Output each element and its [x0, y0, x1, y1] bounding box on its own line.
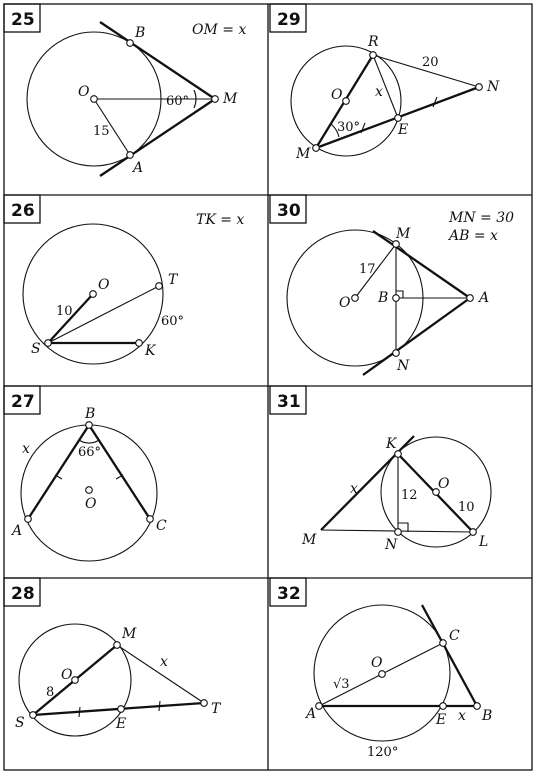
point-t [156, 283, 163, 290]
angle-value: 30° [337, 120, 361, 135]
problem-number: 28 [11, 584, 35, 604]
rn-value: 20 [422, 55, 439, 70]
problem-number: 27 [11, 392, 35, 412]
tick-et [159, 701, 160, 711]
label-x: x [350, 481, 358, 497]
problem-condition: OM = x [192, 22, 247, 38]
label-b: B [482, 708, 493, 724]
label-c: C [449, 628, 460, 644]
angle-value: 66° [78, 445, 102, 460]
label-t: T [168, 272, 178, 288]
tangent-line-an [363, 298, 470, 375]
point-o [86, 487, 93, 494]
point-b [393, 295, 400, 302]
problem-number: 32 [277, 584, 301, 604]
point-a [127, 152, 134, 159]
label-m: M [396, 226, 411, 242]
label-n: N [385, 537, 398, 553]
chord-bc [89, 425, 150, 519]
kn-value: 12 [401, 488, 418, 503]
point-n [395, 529, 402, 536]
radius-value: 17 [359, 262, 376, 277]
label-m: M [122, 626, 137, 642]
label-a: A [306, 706, 317, 722]
label-e: E [116, 716, 127, 732]
label-a: A [479, 290, 490, 306]
problem-number: 25 [11, 10, 35, 30]
point-c [440, 640, 447, 647]
label-t: T [211, 701, 221, 717]
chord-ba [28, 425, 89, 519]
tangent-line-ma [100, 99, 215, 176]
label-m: M [223, 91, 238, 107]
label-n: N [397, 358, 410, 374]
point-e [118, 706, 125, 713]
label-x: x [375, 84, 383, 100]
label-k: K [145, 343, 156, 359]
ao-value: √3 [333, 677, 350, 692]
problem-25 [4, 4, 246, 176]
label-r: R [368, 34, 379, 50]
problem-condition: TK = x [196, 212, 245, 228]
point-m [313, 145, 320, 152]
point-m [212, 96, 219, 103]
label-k: K [386, 436, 397, 452]
problem-27 [4, 386, 167, 561]
label-o: O [98, 277, 110, 293]
point-o [91, 96, 98, 103]
label-x: x [22, 441, 30, 457]
problem-31 [270, 386, 491, 553]
label-x: x [160, 654, 168, 670]
point-o [379, 671, 386, 678]
problem-number: 29 [277, 10, 301, 30]
point-e [440, 703, 447, 710]
label-o: O [61, 667, 73, 683]
ol-value: 10 [458, 500, 475, 515]
angle-arc [79, 440, 99, 443]
point-o [352, 295, 359, 302]
label-o: O [438, 476, 450, 492]
label-o: O [371, 655, 383, 671]
label-x: x [458, 708, 466, 724]
label-e: E [436, 712, 447, 728]
arc-value: 60° [161, 314, 185, 329]
problem-condition-mn: MN = 30 [449, 210, 515, 226]
sheet-frame [4, 4, 532, 770]
label-o: O [339, 295, 351, 311]
point-e [395, 115, 402, 122]
label-o: O [78, 84, 90, 100]
point-a [25, 516, 32, 523]
label-e: E [398, 122, 409, 138]
point-o [90, 291, 97, 298]
radius-value: 10 [56, 304, 73, 319]
point-o [343, 98, 350, 105]
label-n: N [487, 79, 500, 95]
problem-number: 30 [277, 201, 301, 221]
point-r [370, 52, 377, 59]
tangent-line-cb [422, 605, 477, 706]
point-a [467, 295, 474, 302]
label-l: L [479, 534, 489, 550]
radius-value: 15 [93, 124, 110, 139]
label-b: B [378, 290, 389, 306]
point-o [72, 677, 79, 684]
label-o: O [85, 496, 97, 512]
point-t [201, 700, 208, 707]
label-o: O [331, 87, 343, 103]
point-c [147, 516, 154, 523]
label-c: C [156, 518, 167, 534]
point-n [476, 84, 483, 91]
label-m: M [302, 532, 317, 548]
point-s [30, 712, 37, 719]
point-b [474, 703, 481, 710]
label-b: B [135, 25, 146, 41]
arc-value: 120° [367, 745, 399, 760]
label-m: M [296, 146, 311, 162]
problem-number: 31 [277, 392, 301, 412]
so-value: 8 [46, 685, 55, 700]
problem-number: 26 [11, 201, 35, 221]
label-b: B [85, 406, 96, 422]
problem-29 [270, 4, 500, 162]
point-m [114, 642, 121, 649]
label-a: A [133, 160, 144, 176]
point-k [136, 340, 143, 347]
label-s: S [31, 341, 41, 357]
problem-30 [270, 195, 514, 375]
label-a: A [12, 523, 23, 539]
point-b [127, 40, 134, 47]
tangent-line-mk [321, 436, 414, 530]
problem-32 [270, 578, 492, 760]
point-n [393, 350, 400, 357]
problem-condition-ab: AB = x [449, 228, 498, 244]
point-l [470, 529, 477, 536]
label-s: S [15, 715, 25, 731]
problem-26 [4, 195, 244, 364]
point-s [45, 340, 52, 347]
angle-value: 60° [166, 94, 190, 109]
point-a [316, 703, 323, 710]
tick-se [79, 707, 80, 717]
problem-28 [4, 578, 222, 736]
point-b [86, 422, 93, 429]
